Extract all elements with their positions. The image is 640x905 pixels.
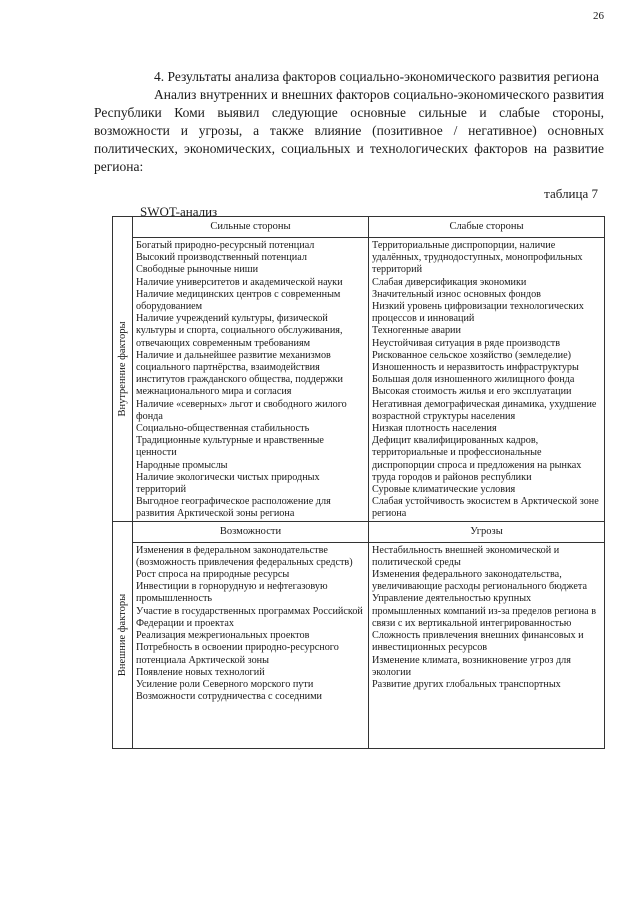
strength-item: Традиционные культурные и нравственные ценности	[136, 435, 324, 459]
opportunity-item: Участие в государственных программах Российской Федерации и проектах	[136, 605, 363, 629]
threat-item: Изменение климата, возникновение угроз для экологии	[372, 654, 571, 678]
weakness-item: Слабая диверсификация экономики	[372, 276, 527, 288]
page-number: 26	[593, 10, 604, 22]
weakness-item: Значительный износ основных фондов	[372, 288, 541, 300]
threat-item: Управление деятельностью крупных промышленных компаний из-за пределов региона в связи с их вертикальной интегрированностью	[372, 593, 597, 629]
threats-cell	[369, 542, 605, 748]
strength-item: Выгодное географическое расположение для развития Арктической зоны региона	[136, 496, 331, 520]
table-label: таблица 7	[544, 186, 598, 201]
opportunity-item: Изменения в федеральном законодательстве (возможность привлечения федеральных средств)	[136, 544, 353, 568]
strength-item: Наличие учреждений культуры, физической культуры и спорта, социального обслуживания, отвечающих современным требованиям	[136, 313, 343, 349]
threats-list	[372, 543, 601, 691]
strengths-list	[136, 238, 365, 521]
internal-side-cell	[113, 217, 133, 522]
threat-item: Изменения федерального законодательства, увеличивающие расходы регионального бюджета	[372, 569, 587, 593]
threat-item: Сложность привлечения внешних финансовых и инвестиционных ресурсов	[372, 630, 584, 654]
strength-item: Высокий производственный потенциал	[136, 252, 307, 264]
weakness-item: Рискованное сельское хозяйство (земледелие)	[372, 349, 572, 361]
strength-item: Наличие медицинских центров с современным оборудованием	[136, 288, 341, 313]
strength-item: Наличие экологически чистых природных территорий	[136, 471, 320, 496]
swot-table	[112, 216, 605, 749]
weakness-item: Слабая устойчивость экосистем в Арктической зоне региона	[372, 496, 599, 520]
weakness-item: Негативная демографическая динамика, ухудшение возрастной структуры населения	[372, 398, 597, 422]
opportunity-item: Возможности сотрудничества с соседними	[136, 691, 322, 703]
external-side-label: Внешние факторы	[116, 593, 128, 676]
opportunity-item: Реализация межрегиональных проектов	[136, 630, 310, 642]
weakness-item: Большая доля изношенного жилищного фонда	[372, 374, 575, 386]
weakness-item: Низкая плотность населения	[372, 423, 497, 435]
section-heading: 4. Результаты анализа факторов социально-экономического развития региона	[154, 69, 599, 84]
opportunity-item: Инвестиции в горнорудную и нефтегазовую промышленность	[136, 581, 328, 605]
opportunity-item: Потребность в освоении природно-ресурсного потенциала Арктической зоны	[136, 642, 339, 666]
strength-item: Свободные рыночные ниши	[136, 264, 259, 276]
strengths-cell	[133, 238, 369, 522]
weakness-item: Техногенные аварии	[372, 325, 461, 337]
opportunity-item: Усиление роли Северного морского пути	[136, 678, 314, 690]
weakness-item: Суровые климатические условия	[372, 484, 516, 496]
weakness-item: Изношенность и неразвитость инфраструктуры	[372, 362, 579, 374]
weakness-item: Неустойчивая ситуация в ряде производств	[372, 337, 561, 349]
intro-paragraph: Анализ внутренних и внешних факторов социально-экономического развития Республики Коми выявил следующие основные сильные и слабые стороны, возможности и угрозы, а также влияние (позитивное / негативное) основных политических, экономических, социальных и технологических факторов на развитие региона:	[94, 87, 604, 174]
strength-item: Наличие университетов и академической науки	[136, 276, 343, 288]
internal-side-label: Внутренние факторы	[116, 321, 128, 417]
external-side-cell	[113, 521, 133, 748]
weakness-item: Территориальные диспропорции, наличие удалённых, труднодоступных, монопрофильных территорий	[372, 240, 583, 276]
weaknesses-cell	[369, 238, 605, 522]
weakness-item: Дефицит квалифицированных кадров, территориальные и профессиональные диспропорции спроса и предложения на рынках труда городов и районов республики	[372, 435, 582, 483]
strengths-header: Сильные стороны	[133, 217, 369, 238]
strength-item: Наличие «северных» льгот и свободного жилого фонда	[136, 398, 347, 422]
opportunities-cell	[133, 542, 369, 748]
opportunity-item: Рост спроса на природные ресурсы	[136, 569, 290, 581]
table-title: SWOT-анализ	[140, 204, 218, 219]
strength-item: Народные промыслы	[136, 459, 228, 471]
weaknesses-list	[372, 238, 601, 521]
opportunities-list	[136, 543, 365, 704]
weakness-item: Высокая стоимость жилья и его эксплуатации	[372, 386, 572, 398]
weakness-item: Низкий уровень цифровизации технологических процессов и инноваций	[372, 301, 584, 325]
strength-item: Богатый природно-ресурсный потенциал	[136, 240, 315, 251]
threat-item: Развитие других глобальных транспортных	[372, 678, 561, 690]
threats-header: Угрозы	[369, 521, 605, 542]
threat-item: Нестабильность внешней экономической и политической среды	[372, 544, 560, 568]
opportunity-item: Появление новых технологий	[136, 666, 265, 678]
strength-item: Наличие и дальнейшее развитие механизмов социального партнёрства, взаимодействия институтов гражданского общества, поддержки межнационального мира и согласия	[136, 349, 343, 398]
strength-item: Социально-общественная стабильность	[136, 423, 310, 435]
weaknesses-header: Слабые стороны	[369, 217, 605, 238]
section-text	[94, 68, 604, 176]
opportunities-header: Возможности	[133, 521, 369, 542]
